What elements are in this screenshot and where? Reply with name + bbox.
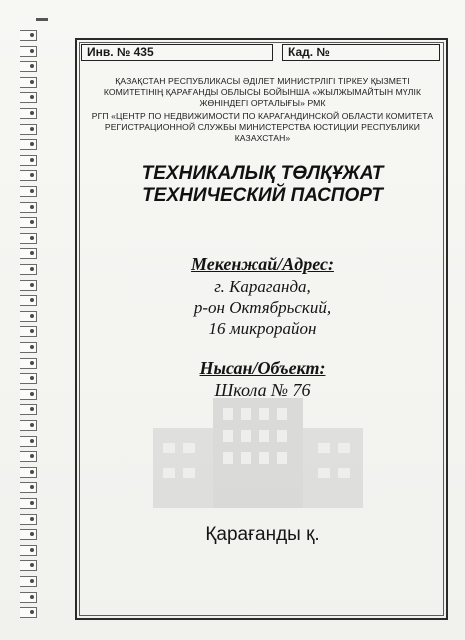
- org-kz-line: ҚАЗАҚСТАН РЕСПУБЛИКАСЫ ӘДІЛЕТ МИНИСТРЛІГІ ТІРКЕУ ҚЫЗМЕТІ: [115, 76, 410, 86]
- scan-mark: [36, 18, 48, 21]
- object-value: Школа № 76: [214, 380, 311, 400]
- binding-hole: [20, 545, 37, 556]
- binding-hole: [20, 202, 37, 213]
- binding-hole: [20, 436, 37, 447]
- object-label: Нысан/Объект:: [199, 358, 326, 378]
- binding-hole: [20, 233, 37, 244]
- binding-hole: [20, 607, 37, 618]
- binding-hole: [20, 280, 37, 291]
- binding-hole: [20, 373, 37, 384]
- spiral-binding: [20, 30, 40, 630]
- binding-hole: [20, 30, 37, 41]
- binding-hole: [20, 498, 37, 509]
- binding-hole: [20, 592, 37, 603]
- binding-hole: [20, 326, 37, 337]
- binding-hole: [20, 342, 37, 353]
- binding-hole: [20, 467, 37, 478]
- org-ru-line: КАЗАХСТАН»: [234, 133, 291, 143]
- address-line: г. Караганда,: [214, 277, 311, 296]
- organization-name-kz: [90, 76, 435, 109]
- binding-hole: [20, 92, 37, 103]
- binding-hole: [20, 264, 37, 275]
- binding-hole: [20, 217, 37, 228]
- binding-hole: [20, 139, 37, 150]
- binding-hole: [20, 560, 37, 571]
- binding-hole: [20, 61, 37, 72]
- binding-hole: [20, 529, 37, 540]
- org-kz-line: КОМИТЕТІНІҢ ҚАРАҒАНДЫ ОБЛЫСЫ БОЙЫНША «ЖЫЛЖЫМАЙТЫН МҮЛІК: [103, 87, 422, 97]
- binding-hole: [20, 186, 37, 197]
- binding-hole: [20, 124, 37, 135]
- address-label: Мекенжай/Адрес:: [191, 254, 334, 274]
- org-ru-line: РГП «ЦЕНТР ПО НЕДВИЖИМОСТИ ПО КАРАГАНДИНСКОЙ ОБЛАСТИ КОМИТЕТА: [91, 111, 434, 121]
- binding-hole: [20, 358, 37, 369]
- binding-hole: [20, 170, 37, 181]
- binding-hole: [20, 576, 37, 587]
- binding-hole: [20, 108, 37, 119]
- document-title-ru: ТЕХНИЧЕСКИЙ ПАСПОРТ: [142, 185, 383, 206]
- binding-hole: [20, 46, 37, 57]
- org-ru-line: РЕГИСТРАЦИОННОЙ СЛУЖБЫ МИНИСТЕРСТВА ЮСТИЦИИ РЕСПУБЛИКИ: [104, 122, 421, 132]
- binding-hole: [20, 451, 37, 462]
- binding-hole: [20, 311, 37, 322]
- binding-hole: [20, 295, 37, 306]
- faded-building-photo: [153, 398, 363, 508]
- org-kz-line: ЖӨНІНДЕГІ ОРТАЛЫҒЫ» РМК: [199, 98, 326, 108]
- binding-hole: [20, 514, 37, 525]
- inventory-number-box: Инв. № 435: [81, 44, 273, 61]
- address-line: 16 микрорайон: [208, 319, 317, 338]
- binding-hole: [20, 482, 37, 493]
- document-title-kz: ТЕХНИКАЛЫҚ ТӨЛҚҰЖАТ: [141, 163, 384, 184]
- binding-hole: [20, 389, 37, 400]
- city-footer: Қарағанды қ.: [205, 524, 320, 545]
- binding-hole: [20, 248, 37, 259]
- binding-hole: [20, 77, 37, 88]
- address-line: р-он Октябрьский,: [193, 298, 332, 317]
- binding-hole: [20, 155, 37, 166]
- binding-hole: [20, 404, 37, 415]
- cadastral-number-box: Кад. №: [282, 44, 440, 61]
- binding-hole: [20, 420, 37, 431]
- organization-name-ru: [90, 111, 435, 144]
